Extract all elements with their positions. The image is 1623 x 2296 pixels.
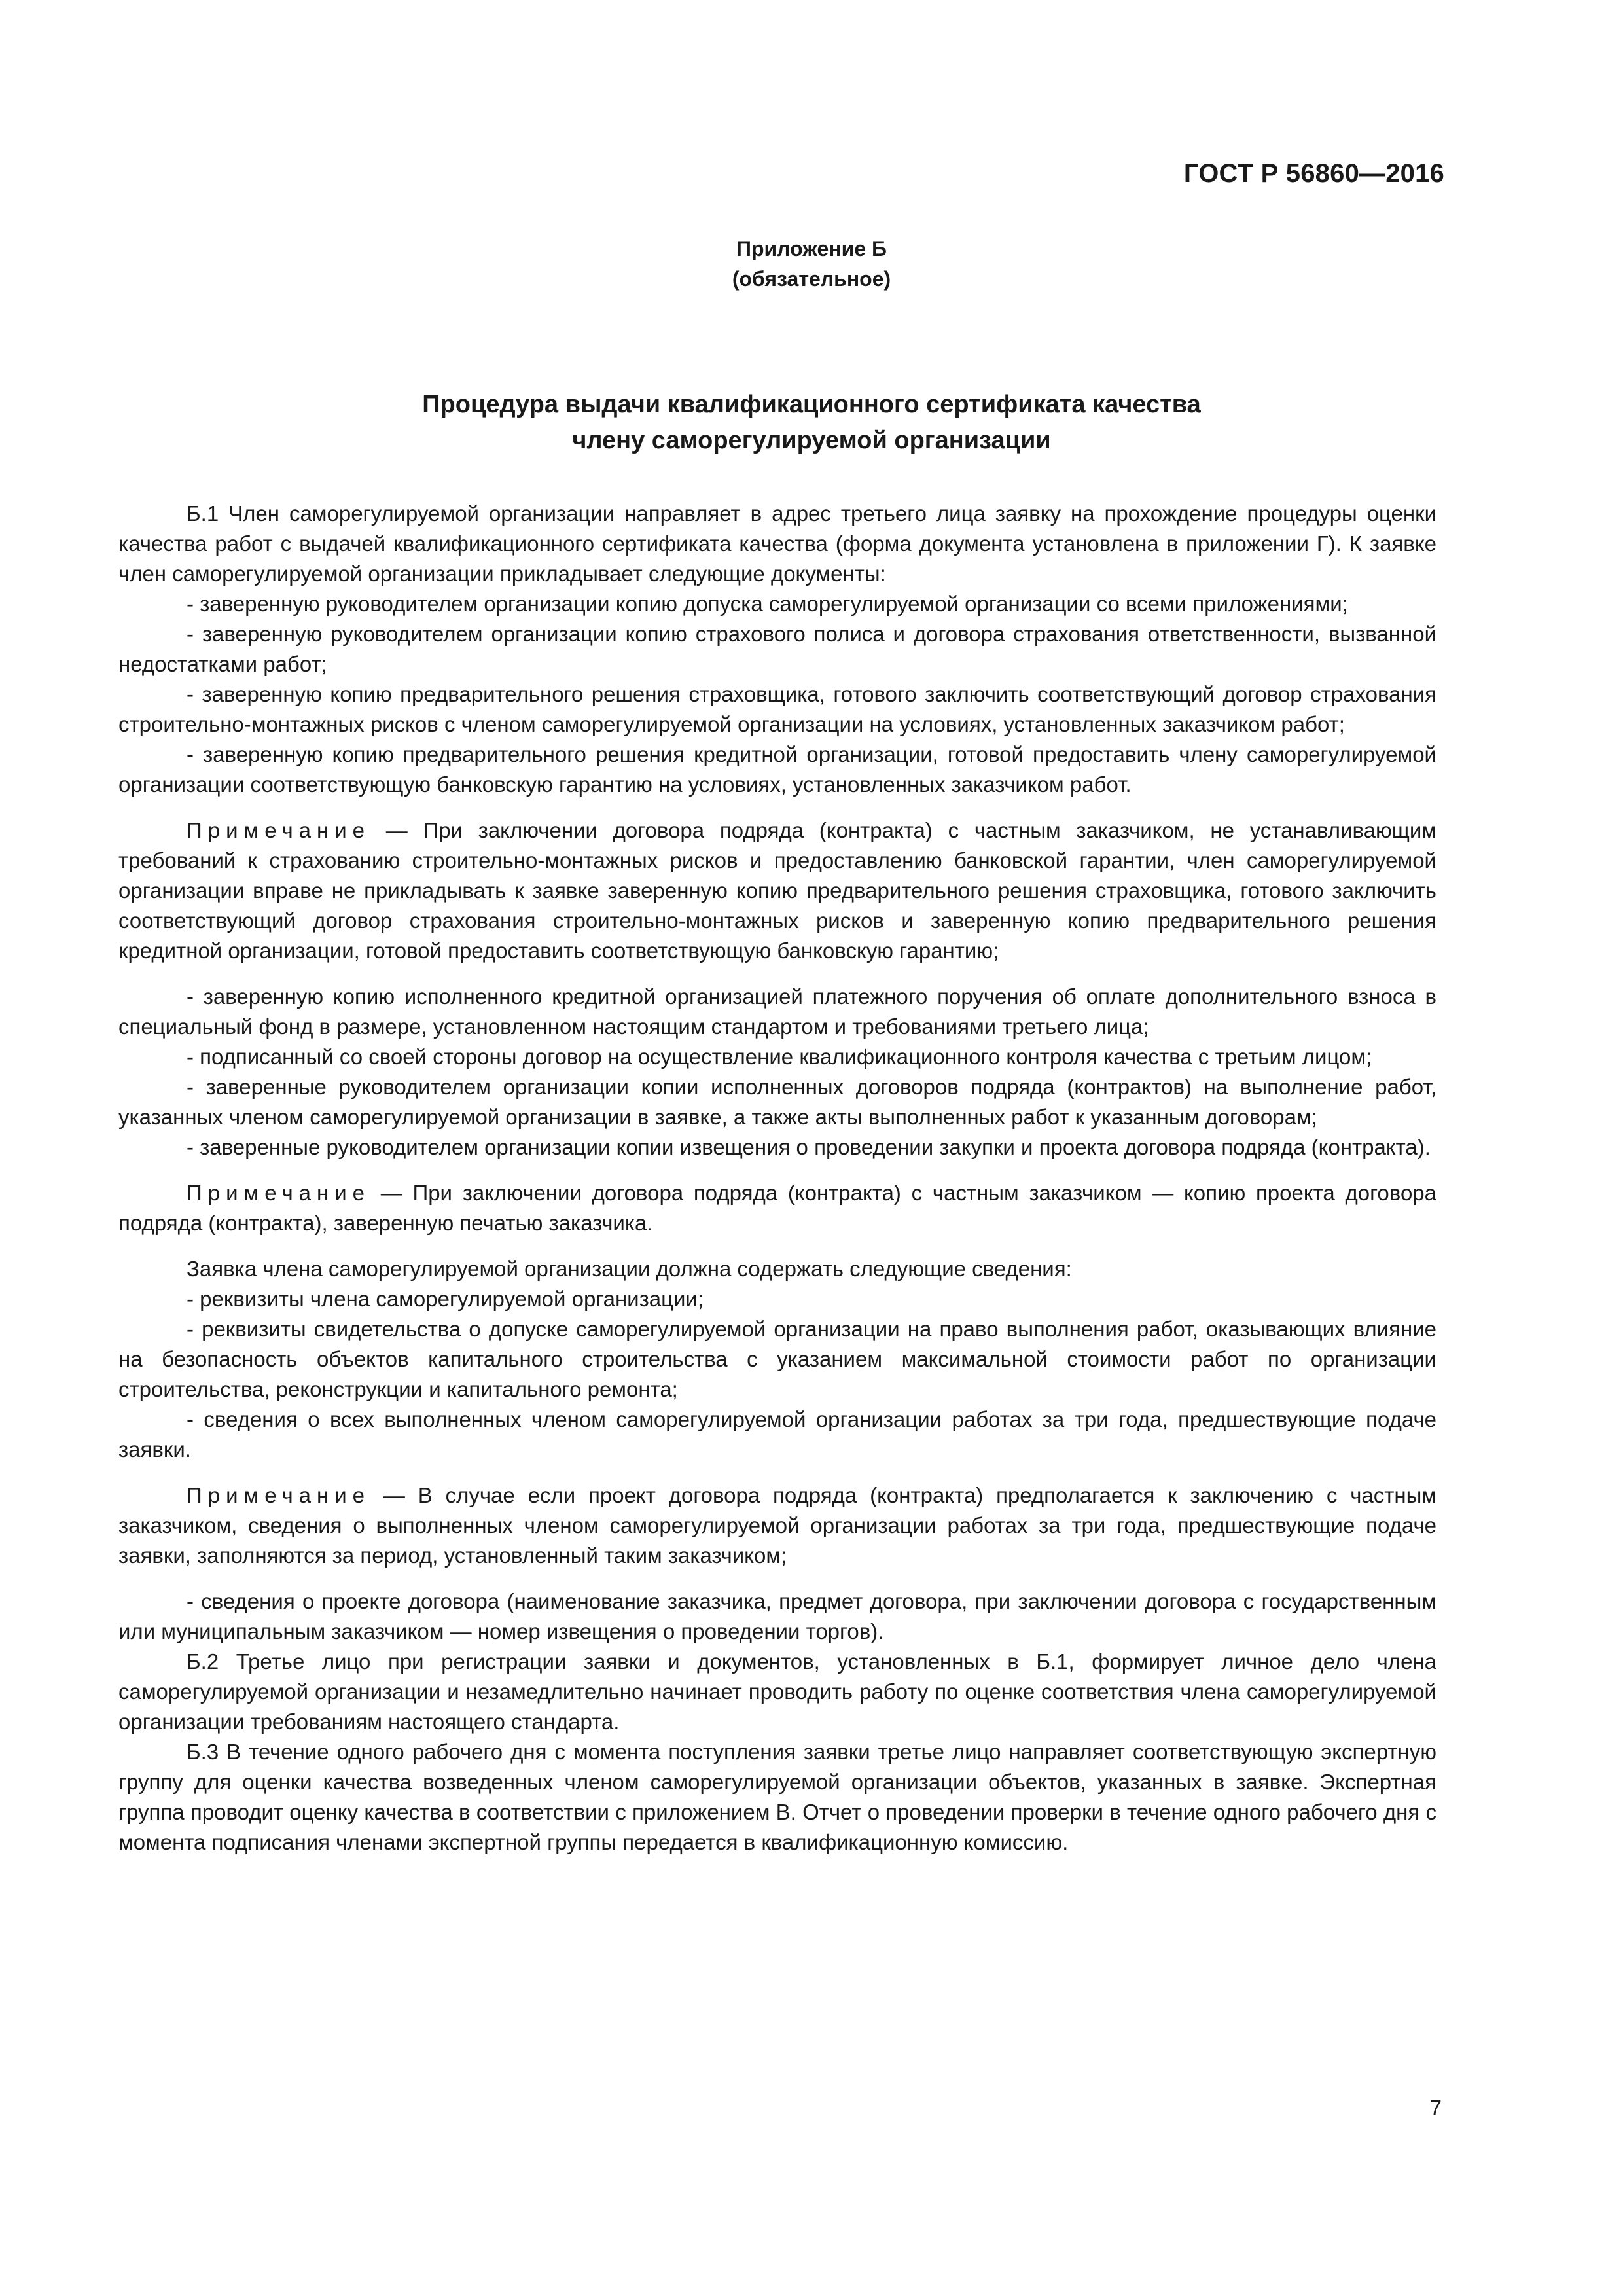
note-text: — При заключении договора подряда (контракта) с частным заказчиком, не устанавливающим требований к страхованию строительно-монтажных рисков и предоставлению банковской гарантии, член саморегулируемой организации вправе не прикладывать к заявке заверенную копию предварительного решения страховщика, готового заключить соответствующий договор страхования строительно-монтажных рисков и заверенную копию предварительного решения кредитной организации, готовой предоставить соответствующую банковскую гарантию; xyxy=(118,818,1436,963)
list-item: - заверенную копию предварительного решения кредитной организации, готовой предоставить члену саморегулируемой организации соответствующую банковскую гарантию на условиях, установленных заказчиком работ. xyxy=(118,742,1436,797)
note-2 xyxy=(118,1178,1436,1238)
paragraph-b3: Б.3 В течение одного рабочего дня с момента поступления заявки третье лицо направляет соответствующую экспертную группу для оценки качества возведенных членом саморегулируемой организации объектов, указанных в заявке. Экспертная группа проводит оценку качества в соответствии с приложением В. Отчет о проведении проверки в течение одного рабочего дня с момента подписания членами экспертной группы передается в квалификационную комиссию. xyxy=(118,1740,1436,1854)
document-body xyxy=(118,499,1436,1857)
list-item: - заверенную руководителем организации копию страхового полиса и договора страхования ответственности, вызванной недостатками работ; xyxy=(118,622,1436,676)
list-item: - реквизиты члена саморегулируемой организации; xyxy=(187,1287,704,1311)
note-text: — При заключении договора подряда (контракта) с частным заказчиком — копию проекта договора подряда (контракта), заверенную печатью заказчика. xyxy=(118,1181,1436,1235)
appendix-title: Приложение Б xyxy=(736,237,887,260)
appendix-heading xyxy=(0,234,1623,294)
list-item: - заверенные руководителем организации копии извещения о проведении закупки и проекта договора подряда (контракта). xyxy=(187,1135,1431,1159)
document-title-line-2: члену саморегулируемой организации xyxy=(572,427,1051,454)
list-item: - подписанный со своей стороны договор на осуществление квалификационного контроля качества с третьим лицом; xyxy=(187,1045,1372,1069)
page-number: 7 xyxy=(1429,2096,1442,2120)
paragraph-b2: Б.2 Третье лицо при регистрации заявки и документов, установленных в Б.1, формирует личное дело члена саморегулируемой организации и незамедлительно начинает проводить работу по оценке соответствия члена саморегулируемой организации требованиям настоящего стандарта. xyxy=(118,1649,1436,1734)
standard-code: ГОСТ Р 56860—2016 xyxy=(1183,159,1444,188)
list-item: - реквизиты свидетельства о допуске саморегулируемой организации на право выполнения работ, оказывающих влияние на безопасность объектов капитального строительства с указанием максимальной стоимости работ по организации строительства, реконструкции и капитального ремонта; xyxy=(118,1317,1436,1401)
list-item: - заверенную копию исполненного кредитной организацией платежного поручения об оплате дополнительного взноса в специальный фонд в размере, установленном настоящим стандартом и требованиями третьего лица; xyxy=(118,984,1436,1039)
list-item: - заверенную копию предварительного решения страховщика, готового заключить соответствующий договор страхования строительно-монтажных рисков с членом саморегулируемой организации на условиях, установленных заказчиком работ; xyxy=(118,682,1436,736)
paragraph-b1: Б.1 Член саморегулируемой организации направляет в адрес третьего лица заявку на прохождение процедуры оценки качества работ с выдачей квалификационного сертификата качества (форма документа установлена в приложении Г). К заявке член саморегулируемой организации прикладывает следующие документы: xyxy=(118,501,1436,586)
paragraph-application-content: Заявка члена саморегулируемой организации должна содержать следующие сведения: xyxy=(187,1257,1072,1281)
list-item: - сведения о проекте договора (наименование заказчика, предмет договора, при заключении договора с государственным или муниципальным заказчиком — номер извещения о проведении торгов). xyxy=(118,1589,1436,1643)
note-label: Примечание xyxy=(187,818,371,842)
list-item: - сведения о всех выполненных членом саморегулируемой организации работах за три года, предшествующие подаче заявки. xyxy=(118,1407,1436,1462)
note-3 xyxy=(118,1480,1436,1571)
appendix-status: (обязательное) xyxy=(732,267,891,291)
note-text: — В случае если проект договора подряда (контракта) предполагается к заключению с частным заказчиком, сведения о выполненных членом саморегулируемой организации работах за три года, предшествующие подаче заявки, заполняются за период, установленный таким заказчиком; xyxy=(118,1483,1436,1568)
document-title-line-1: Процедура выдачи квалификационного сертификата качества xyxy=(422,391,1201,418)
note-label: Примечание xyxy=(187,1483,371,1507)
note-1 xyxy=(118,816,1436,966)
document-title xyxy=(0,387,1623,459)
list-item: - заверенные руководителем организации копии исполненных договоров подряда (контрактов) на выполнение работ, указанных членом саморегулируемой организации в заявке, а также акты выполненных работ к указанным договорам; xyxy=(118,1075,1436,1129)
note-label: Примечание xyxy=(187,1181,371,1205)
list-item: - заверенную руководителем организации копию допуска саморегулируемой организации со всеми приложениями; xyxy=(187,592,1348,616)
